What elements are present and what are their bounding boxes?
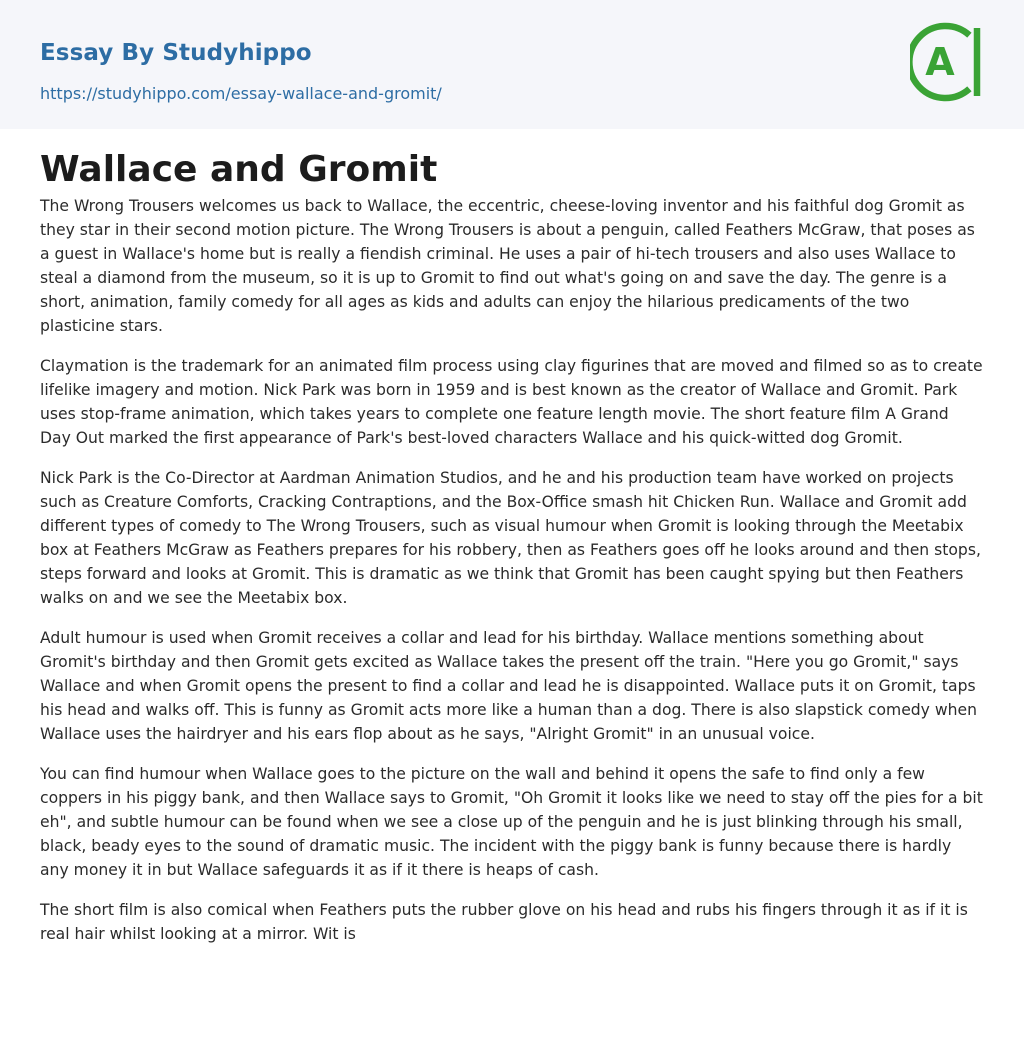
logo-letter: A [925,40,955,84]
logo-a-icon [910,18,988,106]
essay-paragraph-5: You can find humour when Wallace goes to the picture on the wall and behind it opens the safe to find only a few coppers in his piggy bank, and then Wallace says to Gromit, "Oh Gromit it looks like we need to stay off the pies for a bit eh", and subtle humour can be found when we see a close up of the penguin and he is just blinking through his small, black, beady eyes to the sound of dramatic music. The incident with the piggy bank is funny because there is hardly any money it in but Wallace safeguards it as if it there is heaps of cash. [40,765,983,879]
essay-url-link[interactable]: https://studyhippo.com/essay-wallace-and-gromit/ [40,84,442,103]
essay-paragraph-6: The short film is also comical when Feathers puts the rubber glove on his head and rubs his fingers through it as if it is real hair whilst looking at a mirror. Wit is [40,901,968,943]
brand-title[interactable]: Essay By Studyhippo [40,40,312,66]
essay-paragraph-4: Adult humour is used when Gromit receives a collar and lead for his birthday. Wallace mentions something about Gromit's birthday and then Gromit gets excited as Wallace takes the present off the train. "Here you go Gromit," says Wallace and when Gromit opens the present to find a collar and lead he is disappointed. Wallace puts it on Gromit, taps his head and walks off. This is funny as Gromit acts more like a human than a dog. There is also slapstick comedy when Wallace uses the hairdryer and his ears flop about as he says, "Alright Gromit" in an unusual voice. [40,629,977,743]
studyhippo-logo[interactable] [910,18,988,106]
page-title: Wallace and Gromit [40,149,438,190]
site-header [0,0,1024,129]
essay-paragraph-3: Nick Park is the Co-Director at Aardman Animation Studios, and he and his production team have worked on projects such as Creature Comforts, Cracking Contraptions, and the Box-Office smash hit Chicken Run. Wallace and Gromit add different types of comedy to The Wrong Trousers, such as visual humour when Gromit is looking through the Meetabix box at Feathers McGraw as Feathers prepares for his robbery, then as Feathers goes off he looks around and then stops, steps forward and looks at Gromit. This is dramatic as we think that Gromit has been caught spying but then Feathers walks on and we see the Meetabix box. [40,469,981,607]
essay-content [0,148,1024,946]
essay-paragraph-2: Claymation is the trademark for an animated film process using clay figurines that are moved and filmed so as to create lifelike imagery and motion. Nick Park was born in 1959 and is best known as the creator of Wallace and Gromit. Park uses stop-frame animation, which takes years to complete one feature length movie. The short feature film A Grand Day Out marked the first appearance of Park's best-loved characters Wallace and his quick-witted dog Gromit. [40,357,983,447]
essay-paragraph-1: The Wrong Trousers welcomes us back to Wallace, the eccentric, cheese-loving inventor and his faithful dog Gromit as they star in their second motion picture. The Wrong Trousers is about a penguin, called Feathers McGraw, that poses as a guest in Wallace's home but is really a fiendish criminal. He uses a pair of hi-tech trousers and also uses Wallace to steal a diamond from the museum, so it is up to Gromit to find out what's going on and save the day. The genre is a short, animation, family comedy for all ages as kids and adults can enjoy the hilarious predicaments of the two plasticine stars. [40,197,975,335]
